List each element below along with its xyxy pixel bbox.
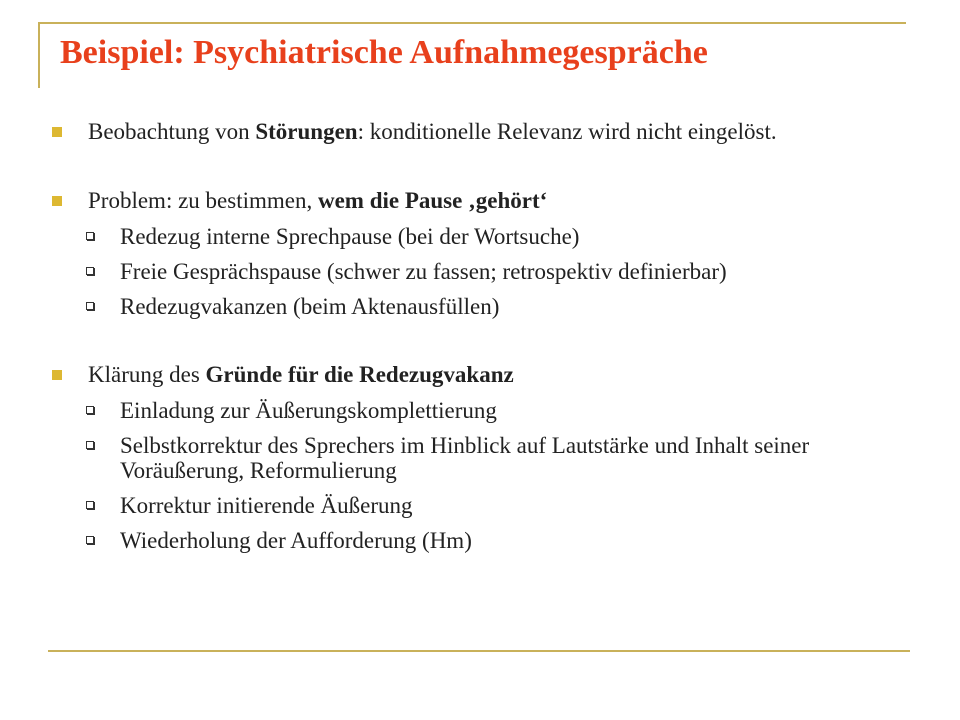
bullet-text-post: : konditionelle Relevanz wird nicht eingelöst.	[357, 119, 777, 144]
square-bullet-icon	[52, 127, 62, 137]
hollow-square-bullet-icon	[86, 501, 94, 509]
hollow-square-bullet-icon	[86, 536, 94, 544]
hollow-square-bullet-icon	[86, 406, 94, 414]
hollow-square-bullet-icon	[86, 302, 94, 310]
sub-item-text: Redezugvakanzen (beim Aktenausfüllen)	[120, 294, 500, 319]
bullet-group-problem	[50, 187, 910, 319]
bullet-text-pre: Klärung des	[88, 362, 206, 387]
sub-item-text: Wiederholung der Aufforderung (Hm)	[120, 528, 472, 553]
sub-item	[50, 433, 910, 483]
bullet-text-bold: Gründe für die Redezugvakanz	[205, 362, 514, 387]
left-accent-line	[38, 22, 40, 88]
hollow-square-bullet-icon	[86, 232, 94, 240]
square-bullet-icon	[52, 196, 62, 206]
sub-item-text: Einladung zur Äußerungskomplettierung	[120, 398, 497, 423]
top-divider-line	[38, 22, 906, 24]
bullet-text-bold: wem die Pause ‚gehört‘	[317, 188, 548, 213]
bullet-text-pre: Beobachtung von	[88, 119, 256, 144]
sub-item-text: Freie Gesprächspause (schwer zu fassen; retrospektiv definierbar)	[120, 259, 727, 284]
sub-item-text: Redezug interne Sprechpause (bei der Wortsuche)	[120, 224, 580, 249]
bottom-divider-line	[48, 650, 910, 652]
hollow-square-bullet-icon	[86, 267, 94, 275]
bullet-item-stoerungen	[50, 118, 910, 145]
slide-title: Beispiel: Psychiatrische Aufnahmegespräche	[60, 34, 708, 71]
bullet-list	[50, 118, 910, 553]
sub-item	[50, 224, 910, 249]
sub-item	[50, 528, 910, 553]
hollow-square-bullet-icon	[86, 441, 94, 449]
bullet-item-klaerung	[50, 361, 910, 388]
bullet-text-bold: Störungen	[255, 119, 358, 144]
sub-item-text: Korrektur initierende Äußerung	[120, 493, 413, 518]
sub-item	[50, 259, 910, 284]
sub-item	[50, 493, 910, 518]
bullet-text-pre: Problem: zu bestimmen,	[88, 188, 318, 213]
sub-item	[50, 398, 910, 423]
square-bullet-icon	[52, 370, 62, 380]
sub-item-text: Selbstkorrektur des Sprechers im Hinblick auf Lautstärke und Inhalt seiner Voräußerung, Reformulierung	[120, 433, 810, 483]
bullet-item-problem	[50, 187, 910, 214]
bullet-group-klaerung	[50, 361, 910, 553]
sub-item	[50, 294, 910, 319]
